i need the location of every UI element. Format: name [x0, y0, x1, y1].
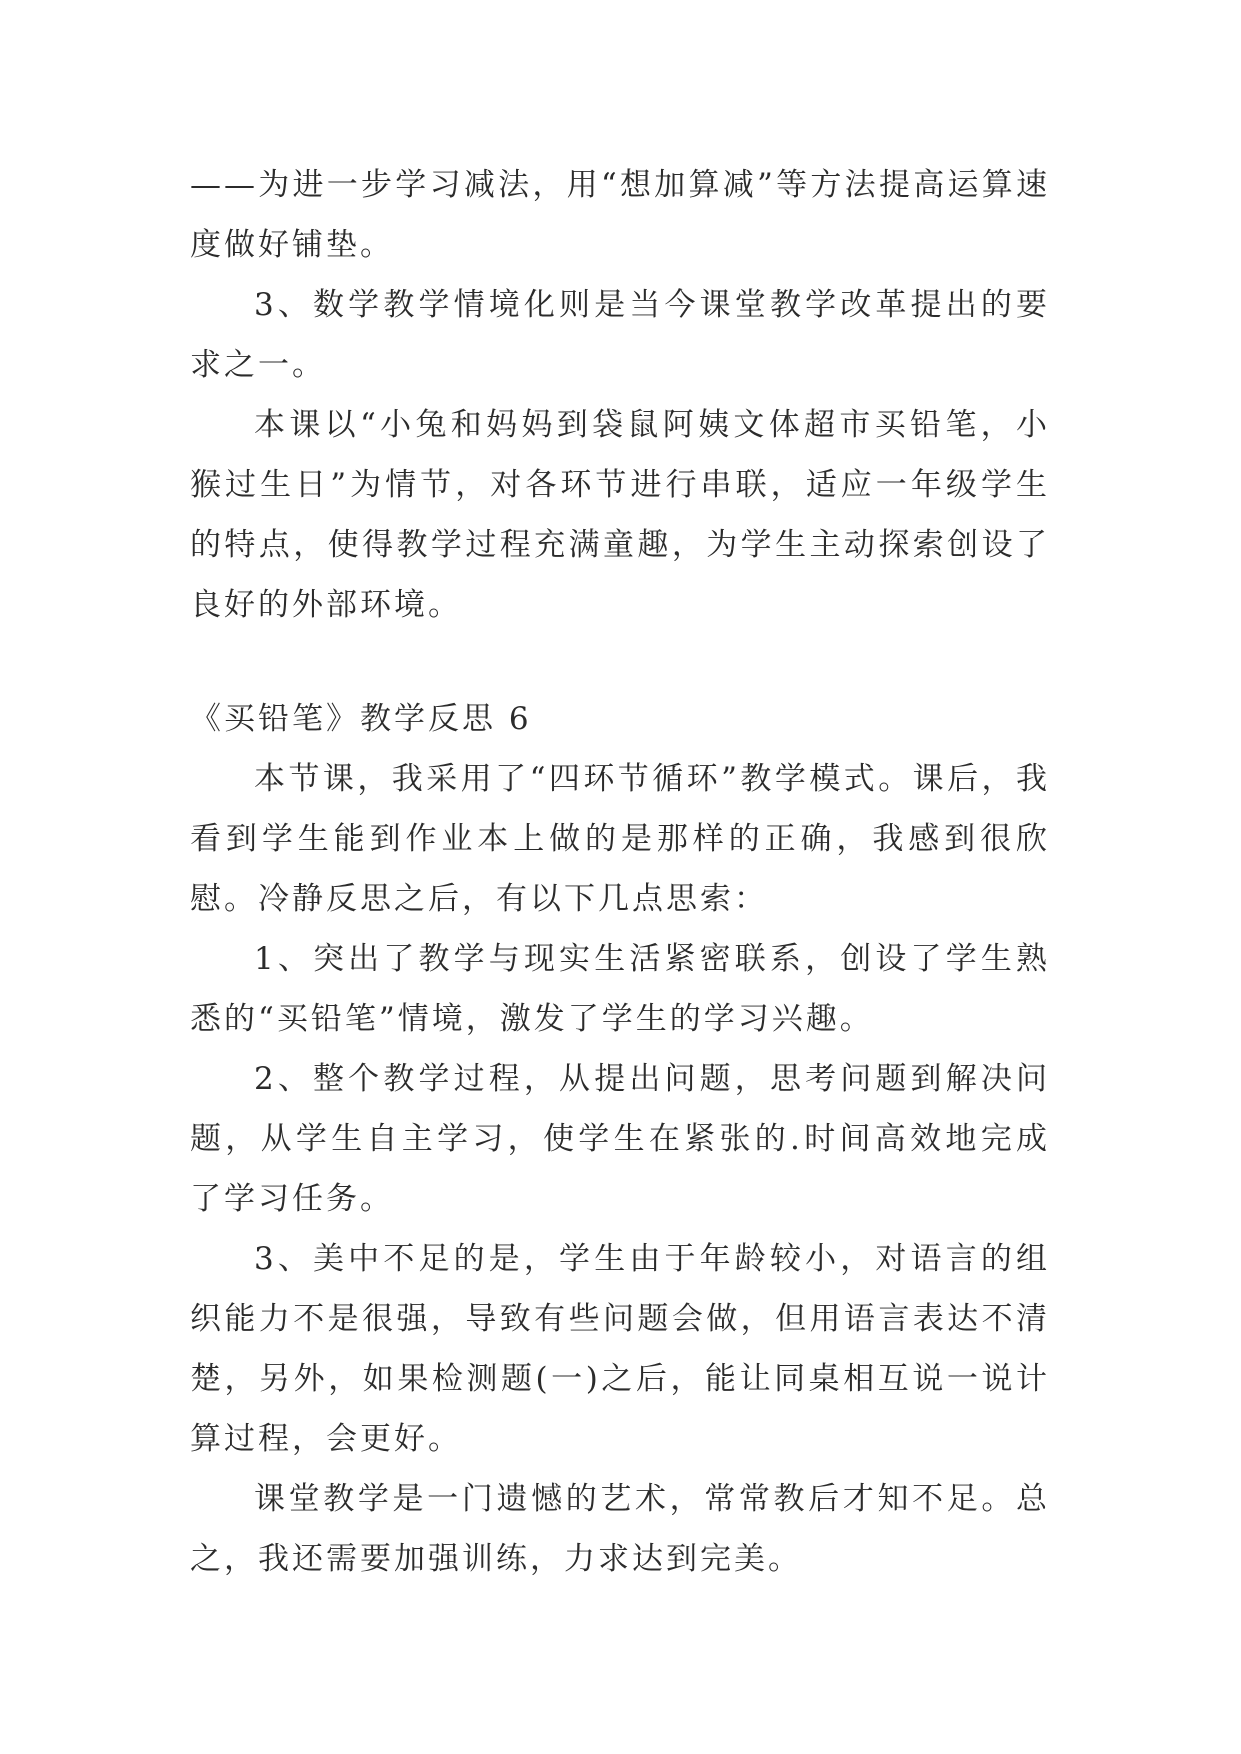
- paragraph-point-3: 3、数学教学情境化则是当今课堂教学改革提出的要求之一。: [190, 287, 1050, 383]
- paragraph-story-context: 本课以“小兔和妈妈到袋鼠阿姨文体超市买铅笔，小猴过生日”为情节，对各环节进行串联，适应一年级学生的特点，使得教学过程充满童趣，为学生主动探索创设了良好的外部环境。: [190, 407, 1050, 623]
- paragraph-intro: 本节课，我采用了“四环节循环”教学模式。课后，我看到学生能到作业本上做的是那样的正确，我感到很欣慰。冷静反思之后，有以下几点思索：: [190, 761, 1050, 917]
- paragraph-conclusion: 课堂教学是一门遗憾的艺术，常常教后才知不足。总之，我还需要加强训练，力求达到完美。: [190, 1481, 1050, 1577]
- paragraph-reflection-1: 1、突出了教学与现实生活紧密联系，创设了学生熟悉的“买铅笔”情境，激发了学生的学习兴趣。: [190, 941, 1050, 1037]
- paragraph-reflection-2: 2、整个教学过程，从提出问题，思考问题到解决问题，从学生自主学习，使学生在紧张的.时间高效地完成了学习任务。: [190, 1061, 1050, 1217]
- document-body: [190, 155, 1050, 1589]
- paragraph-reflection-3: 3、美中不足的是，学生由于年龄较小，对语言的组织能力不是很强，导致有些问题会做，但用语言表达不清楚，另外，如果检测题(一)之后，能让同桌相互说一说计算过程，会更好。: [190, 1241, 1050, 1457]
- section-title: 《买铅笔》教学反思 6: [190, 701, 532, 737]
- paragraph-continuation: ——为进一步学习减法，用“想加算减”等方法提高运算速度做好铺垫。: [190, 167, 1050, 263]
- section-spacer: [190, 635, 1050, 689]
